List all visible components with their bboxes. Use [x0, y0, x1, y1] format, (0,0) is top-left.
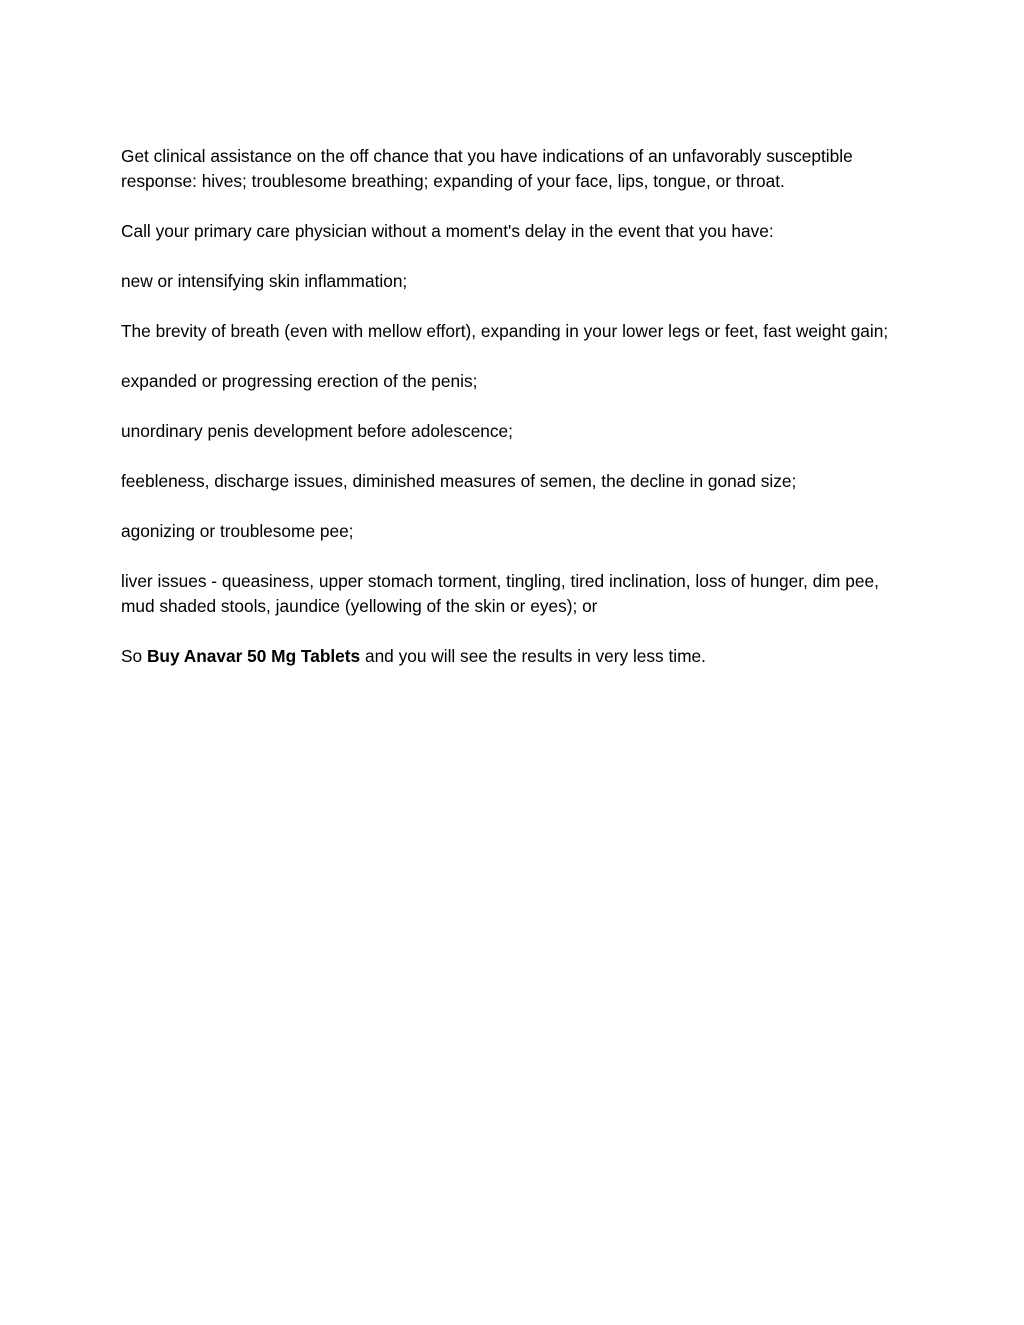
- paragraph-urination: agonizing or troublesome pee;: [121, 521, 354, 541]
- document-body: [121, 144, 911, 694]
- paragraph-penis-development: unordinary penis development before adolescence;: [121, 421, 513, 441]
- product-name-bold: Buy Anavar 50 Mg Tablets: [146, 646, 361, 666]
- paragraph-liver-issues: liver issues - queasiness, upper stomach torment, tingling, tired inclination, loss of hunger, dim pee, mud shaded stools, jaundice (yellowing of the skin or eyes); or: [121, 571, 879, 616]
- paragraph-skin-inflammation: new or intensifying skin inflammation;: [121, 271, 408, 291]
- closing-suffix: and you will see the results in very less time.: [360, 646, 706, 666]
- paragraph-feebleness: feebleness, discharge issues, diminished measures of semen, the decline in gonad size;: [121, 471, 797, 491]
- paragraph-allergic-reaction: Get clinical assistance on the off chance that you have indications of an unfavorably susceptible response: hives; troublesome breathing; expanding of your face, lips, tongue, or throat.: [121, 146, 853, 191]
- closing-prefix: So: [121, 646, 147, 666]
- paragraph-closing: [121, 644, 911, 669]
- paragraph-erection: expanded or progressing erection of the penis;: [121, 371, 478, 391]
- paragraph-call-physician: Call your primary care physician without a moment's delay in the event that you have:: [121, 221, 774, 241]
- paragraph-breath-swelling: The brevity of breath (even with mellow effort), expanding in your lower legs or feet, fast weight gain;: [121, 321, 889, 341]
